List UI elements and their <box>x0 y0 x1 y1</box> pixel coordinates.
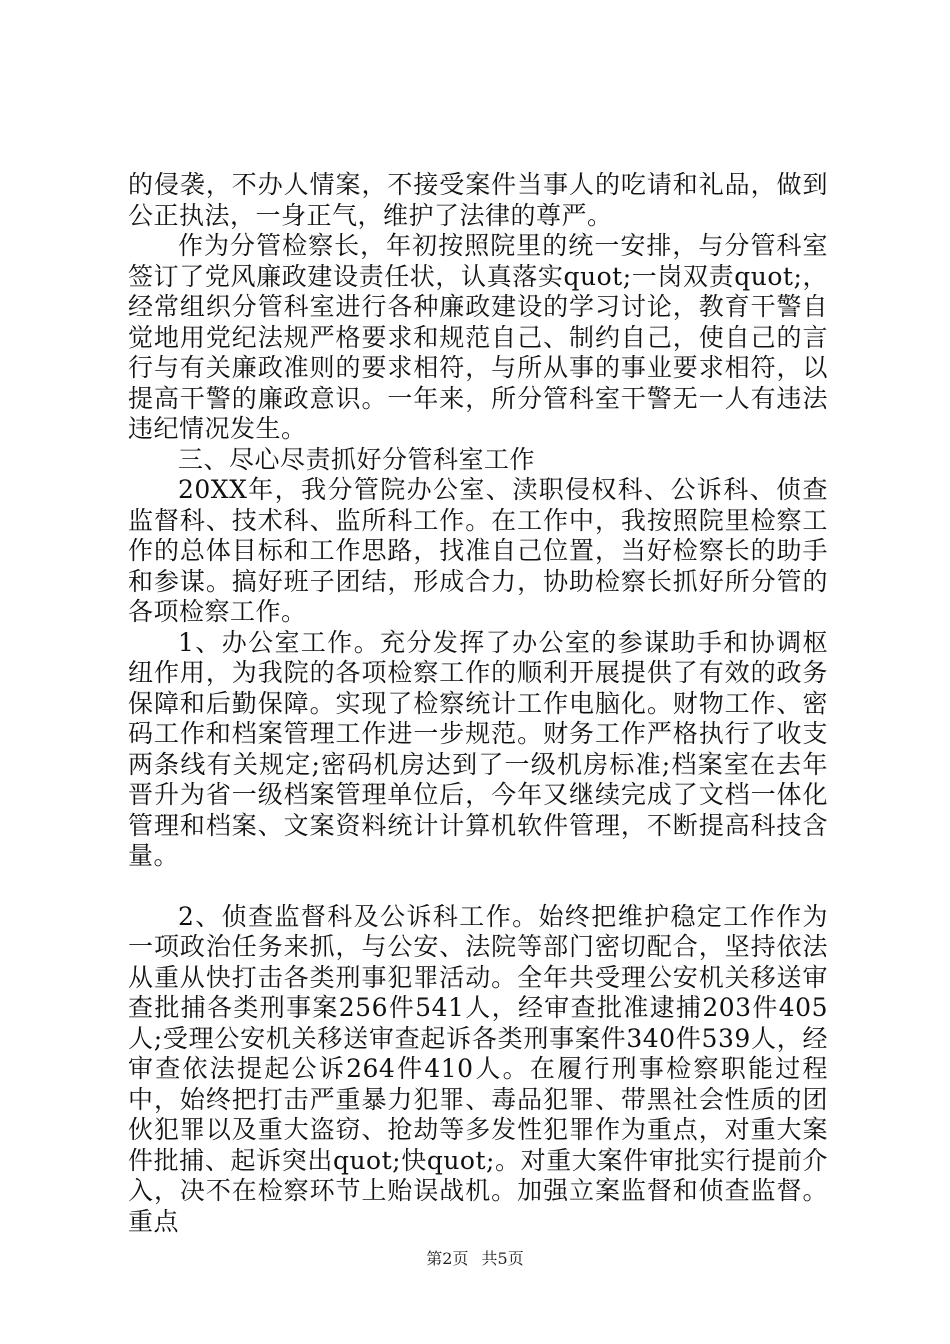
paragraph-anti-corruption: 作为分管检察长，年初按照院里的统一安排，与分管科室签订了党风廉政建设责任状，认真落实quot;一岗双责quot;，经常组织分管科室进行各种廉政建设的学习讨论，教育干警自觉地用党纪法规严格要求和规范自己、制约自己，使自己的言行与有关廉政准则的要求相符，与所从事的事业要求相符，以提高干警的廉政意识。一年来，所分管科室干警无一人有违法违纪情况发生。 <box>128 231 828 443</box>
document-body <box>128 170 828 1237</box>
section-heading: 三、尽心尽责抓好分管科室工作 <box>178 444 536 474</box>
page-footer <box>0 1246 950 1269</box>
page-number: 第2页 <box>426 1249 469 1268</box>
paragraph-division-overview: 20XX年，我分管院办公室、渎职侵权科、公诉科、侦查监督科、技术科、监所科工作。在工作中，我按照院里检察工作的总体目标和工作思路，找准自己位置，当好检察长的助手和参谋。搞好班子团结，形成合力，协助检察长抓好所分管的各项检察工作。 <box>128 475 828 626</box>
paragraph-prosecution-work: 2、侦查监督科及公诉科工作。始终把维护稳定工作作为一项政治任务来抓，与公安、法院等部门密切配合，坚持依法从重从快打击各类刑事犯罪活动。全年共受理公安机关移送审查批捕各类刑事案256件541人，经审查批准逮捕203件405人;受理公安机关移送审查起诉各类刑事案件340件539人，经审查依法提起公诉264件410人。在履行刑事检察职能过程中，始终把打击严重暴力犯罪、毒品犯罪、带黑社会性质的团伙犯罪以及重大盗窃、抢劫等多发性犯罪作为重点，对重大案件批捕、起诉突出quot;快quot;。对重大案件审批实行提前介入，决不在检察环节上贻误战机。加强立案监督和侦查监督。重点 <box>128 901 828 1236</box>
page-total: 共5页 <box>481 1249 524 1268</box>
paragraph-continuation: 的侵袭，不办人情案，不接受案件当事人的吃请和礼品，做到公正执法，一身正气，维护了法律的尊严。 <box>128 170 828 230</box>
paragraph-office-work: 1、办公室工作。充分发挥了办公室的参谋助手和协调枢纽作用，为我院的各项检察工作的顺利开展提供了有效的政务保障和后勤保障。实现了检察统计工作电脑化。财物工作、密码工作和档案管理工作进一步规范。财务工作严格执行了收支两条线有关规定;密码机房达到了一级机房标准;档案室在去年晋升为省一级档案管理单位后，今年又继续完成了文档一体化管理和档案、文案资料统计计算机软件管理，不断提高科技含量。 <box>128 627 828 870</box>
